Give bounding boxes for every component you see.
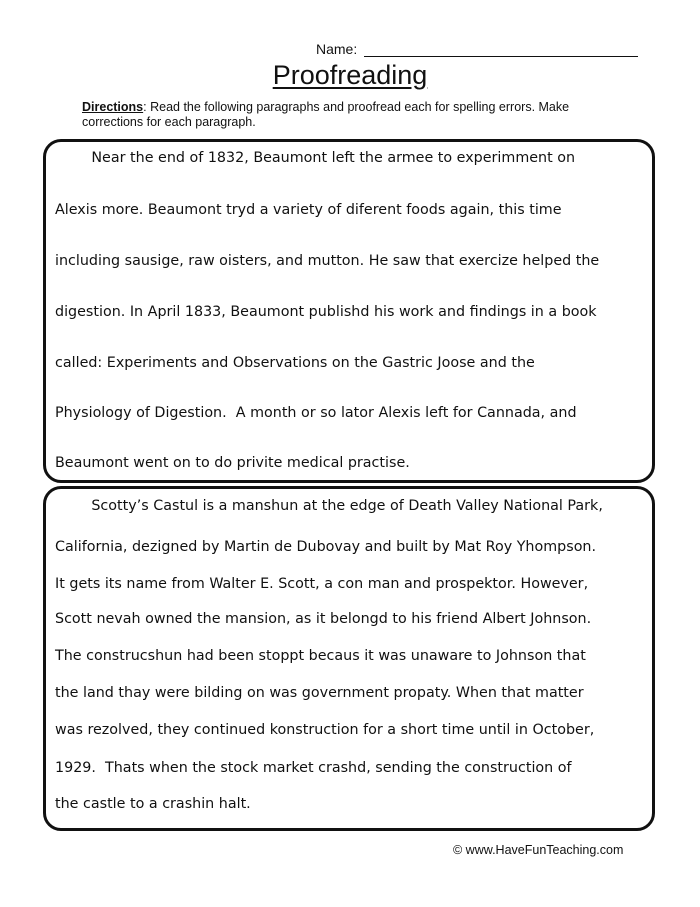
paragraph-2-line: Scotty’s Castul is a manshun at the edge of Death Valley National Park, [55,498,603,514]
paragraph-1-line: called: Experiments and Observations on the Gastric Joose and the [55,355,535,371]
paragraph-2-line: The construcshun had been stoppt becaus it was unaware to Johnson that [55,648,586,664]
paragraph-2-line: was rezolved, they continued konstruction for a short time until in October, [55,722,595,738]
paragraph-2-line: 1929. Thats when the stock market crashd, sending the construction of [55,760,572,776]
paragraph-2-line: Scott nevah owned the mansion, as it belongd to his friend Albert Johnson. [55,611,592,627]
directions-label: Directions [82,100,144,114]
paragraph-1-line: digestion. In April 1833, Beaumont publishd his work and findings in a book [55,304,597,320]
paragraph-2-line: the land thay were bilding on was government propaty. When that matter [55,685,584,701]
paragraph-box-2 [43,486,655,831]
page-title: Proofreading [272,60,428,90]
paragraph-2-line: California, dezigned by Martin de Dubovay and built by Mat Roy Yhompson. [55,539,597,555]
paragraph-1-line: including sausige, raw oisters, and mutton. He saw that exercize helped the [55,253,600,269]
directions-text-2: corrections for each paragraph. [82,115,256,129]
paragraph-1-line: Physiology of Digestion. A month or so lator Alexis left for Cannada, and [55,405,577,421]
copyright-footer: © www.HaveFunTeaching.com [453,843,624,857]
paragraph-1-line: Beaumont went on to do privite medical practise. [55,455,410,471]
paragraph-1-line: Alexis more. Beaumont tryd a variety of diferent foods again, this time [55,202,562,218]
directions-text: : Read the following paragraphs and proofread each for spelling errors. Make [143,100,570,114]
directions [82,100,642,130]
paragraph-1-line: Near the end of 1832, Beaumont left the armee to experimment on [55,150,576,166]
name-field-label: Name: [316,41,358,57]
paragraph-2-line: It gets its name from Walter E. Scott, a con man and prospektor. However, [55,576,589,592]
paragraph-box-1 [43,139,655,483]
paragraph-2-line: the castle to a crashin halt. [55,796,251,812]
name-field-line[interactable] [364,56,638,57]
